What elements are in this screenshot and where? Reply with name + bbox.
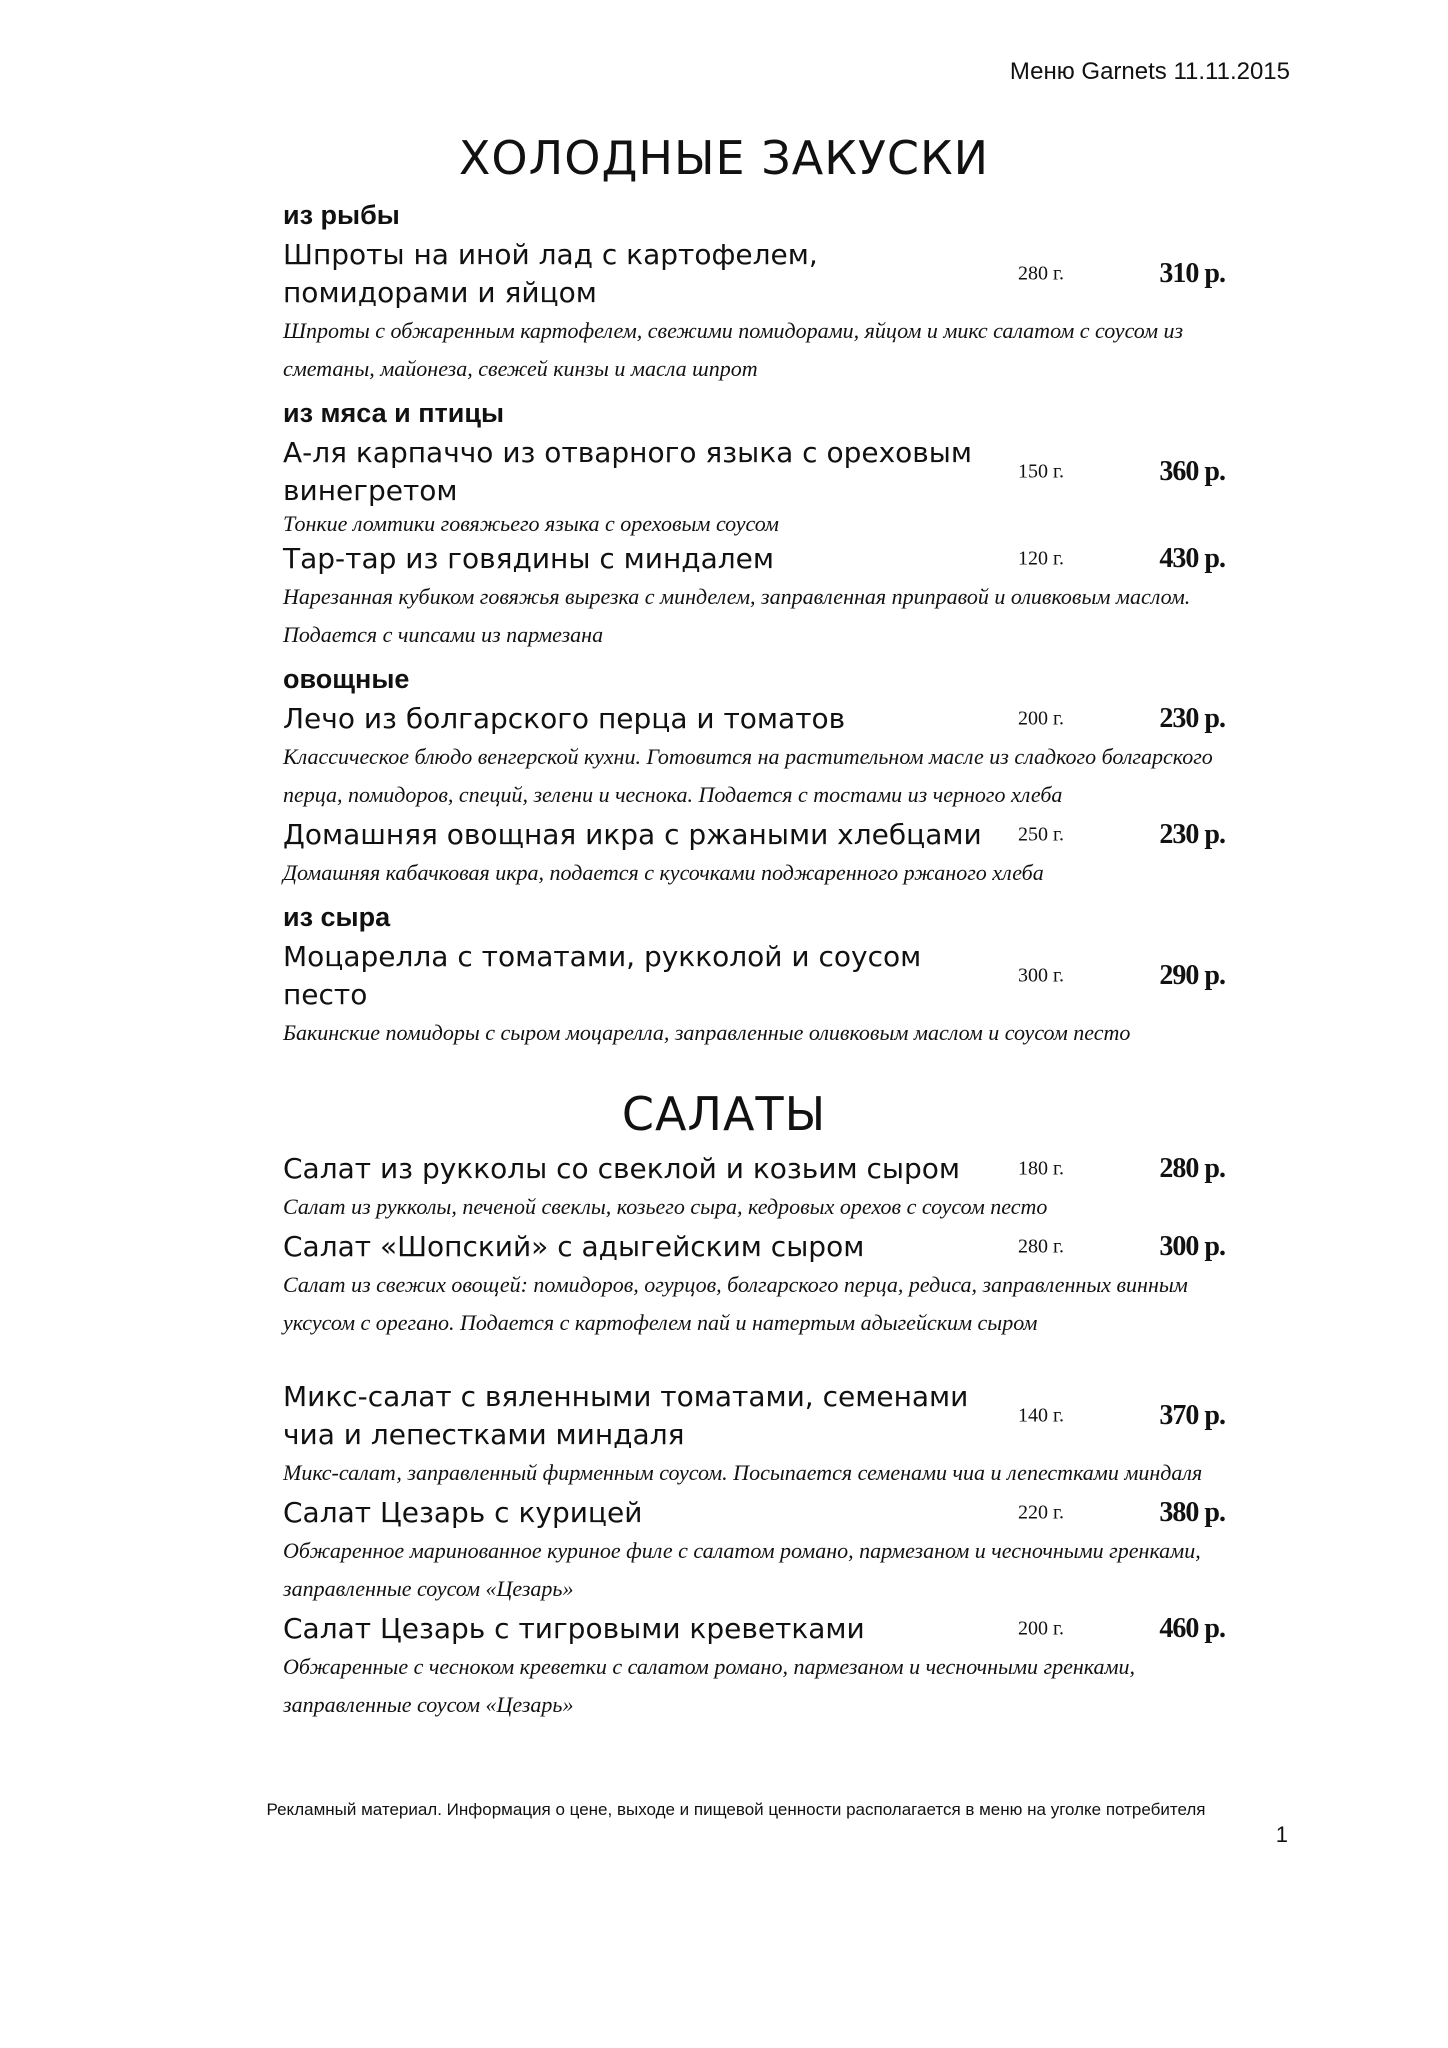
category-heading: из сыра (283, 902, 391, 932)
item-weight: 120 г. (1018, 547, 1064, 570)
item-price: 310 р. (1159, 258, 1225, 289)
item-description: Классическое блюдо венгерской кухни. Готовится на растительном масле из сладкого болгарского перца, помидоров, специй, зелени и чеснока. Подается с тостами из черного хлеба (283, 744, 1213, 807)
item-name: Шпроты на иной лад с картофелем, помидорами и яйцом (283, 238, 818, 309)
item-weight: 150 г. (1018, 460, 1064, 483)
menu-item (283, 540, 1223, 654)
item-description: Обжаренное маринованное куриное филе с салатом романо, пармезаном и чесночными гренками, заправленные соусом «Цезарь» (283, 1538, 1201, 1601)
item-name: Салат Цезарь с курицей (283, 1496, 643, 1529)
item-weight: 140 г. (1018, 1404, 1064, 1427)
menu-item (283, 938, 1223, 1052)
item-name: Салат «Шопский» с адыгейским сыром (283, 1230, 865, 1263)
item-description: Обжаренные с чесноком креветки с салатом романо, пармезаном и чесночными гренками, заправленные соусом «Цезарь» (283, 1654, 1136, 1717)
item-price: 230 р. (1159, 819, 1225, 850)
menu-item (283, 1150, 1223, 1226)
item-weight: 200 г. (1018, 1617, 1064, 1640)
footer-note: Рекламный материал. Информация о цене, выходе и пищевой ценности располагается в меню на уголке потребителя (266, 1800, 1206, 1819)
item-price: 430 р. (1159, 543, 1225, 574)
item-name: Микс-салат с вяленными томатами, семенами чиа и лепестками миндаля (283, 1380, 969, 1451)
category-heading: из мяса и птицы (283, 398, 504, 428)
item-name: Салат Цезарь с тигровыми креветками (283, 1612, 865, 1645)
item-name: Моцарелла с томатами, рукколой и соусом песто (283, 940, 922, 1011)
menu-item (283, 236, 1223, 388)
menu-item (283, 700, 1223, 814)
item-weight: 180 г. (1018, 1157, 1064, 1180)
menu-item (283, 1494, 1223, 1608)
item-description: Салат из рукколы, печеной свеклы, козьего сыра, кедровых орехов с соусом песто (283, 1194, 1048, 1219)
menu-header: Меню Garnets 11.11.2015 (1009, 58, 1290, 85)
section-title: САЛАТЫ (621, 1087, 827, 1141)
item-name: Тар-тар из говядины с миндалем (283, 542, 775, 575)
item-name: Салат из рукколы со свеклой и козьим сыром (283, 1152, 961, 1185)
item-price: 380 р. (1159, 1497, 1225, 1528)
section-title: ХОЛОДНЫЕ ЗАКУСКИ (458, 131, 990, 185)
item-price: 290 р. (1159, 960, 1225, 991)
item-weight: 220 г. (1018, 1501, 1064, 1524)
item-name: А-ля карпаччо из отварного языка с ореховым винегретом (283, 436, 973, 507)
item-name: Лечо из болгарского перца и томатов (283, 702, 846, 735)
item-price: 230 р. (1159, 703, 1225, 734)
item-description: Тонкие ломтики говяжьего языка с ореховым соусом (283, 511, 779, 536)
item-price: 360 р. (1159, 456, 1225, 487)
item-price: 460 р. (1159, 1613, 1225, 1644)
item-description: Салат из свежих овощей: помидоров, огурцов, болгарского перца, редиса, заправленных винным уксусом с орегано. Подается с картофелем пай и натертым адыгейским сыром (283, 1272, 1188, 1335)
item-description: Шпроты с обжаренным картофелем, свежими помидорами, яйцом и микс салатом с соусом из сметаны, майонеза, свежей кинзы и масла шпрот (283, 318, 1184, 381)
item-weight: 200 г. (1018, 707, 1064, 730)
spacer (283, 1342, 1223, 1376)
category-heading: овощные (283, 664, 410, 694)
item-name: Домашняя овощная икра с ржаными хлебцами (283, 818, 982, 851)
item-price: 370 р. (1159, 1400, 1225, 1431)
item-weight: 250 г. (1018, 823, 1064, 846)
item-price: 280 р. (1159, 1153, 1225, 1184)
menu-item (283, 1228, 1223, 1342)
item-weight: 300 г. (1018, 964, 1064, 987)
item-weight: 280 г. (1018, 1235, 1064, 1258)
menu-item (283, 1610, 1223, 1724)
menu-item (283, 1378, 1223, 1492)
item-description: Домашняя кабачковая икра, подается с кусочками поджаренного ржаного хлеба (283, 860, 1044, 885)
section-cold-appetizers (283, 126, 1223, 1052)
item-price: 300 р. (1159, 1231, 1225, 1262)
menu-item (283, 434, 1223, 538)
item-weight: 280 г. (1018, 262, 1064, 285)
item-description: Нарезанная кубиком говяжья вырезка с минделем, заправленная приправой и оливковым маслом. Подается с чипсами из пармезана (283, 584, 1191, 647)
menu-item (283, 816, 1223, 892)
category-heading: из рыбы (283, 200, 400, 230)
item-description: Бакинские помидоры с сыром моцарелла, заправленные оливковым маслом и соусом песто (283, 1020, 1131, 1045)
section-salads (283, 1082, 1223, 1724)
page-number: 1 (1275, 1822, 1288, 1847)
item-description: Микс-салат, заправленный фирменным соусом. Посыпается семенами чиа и лепестками миндаля (283, 1460, 1203, 1485)
